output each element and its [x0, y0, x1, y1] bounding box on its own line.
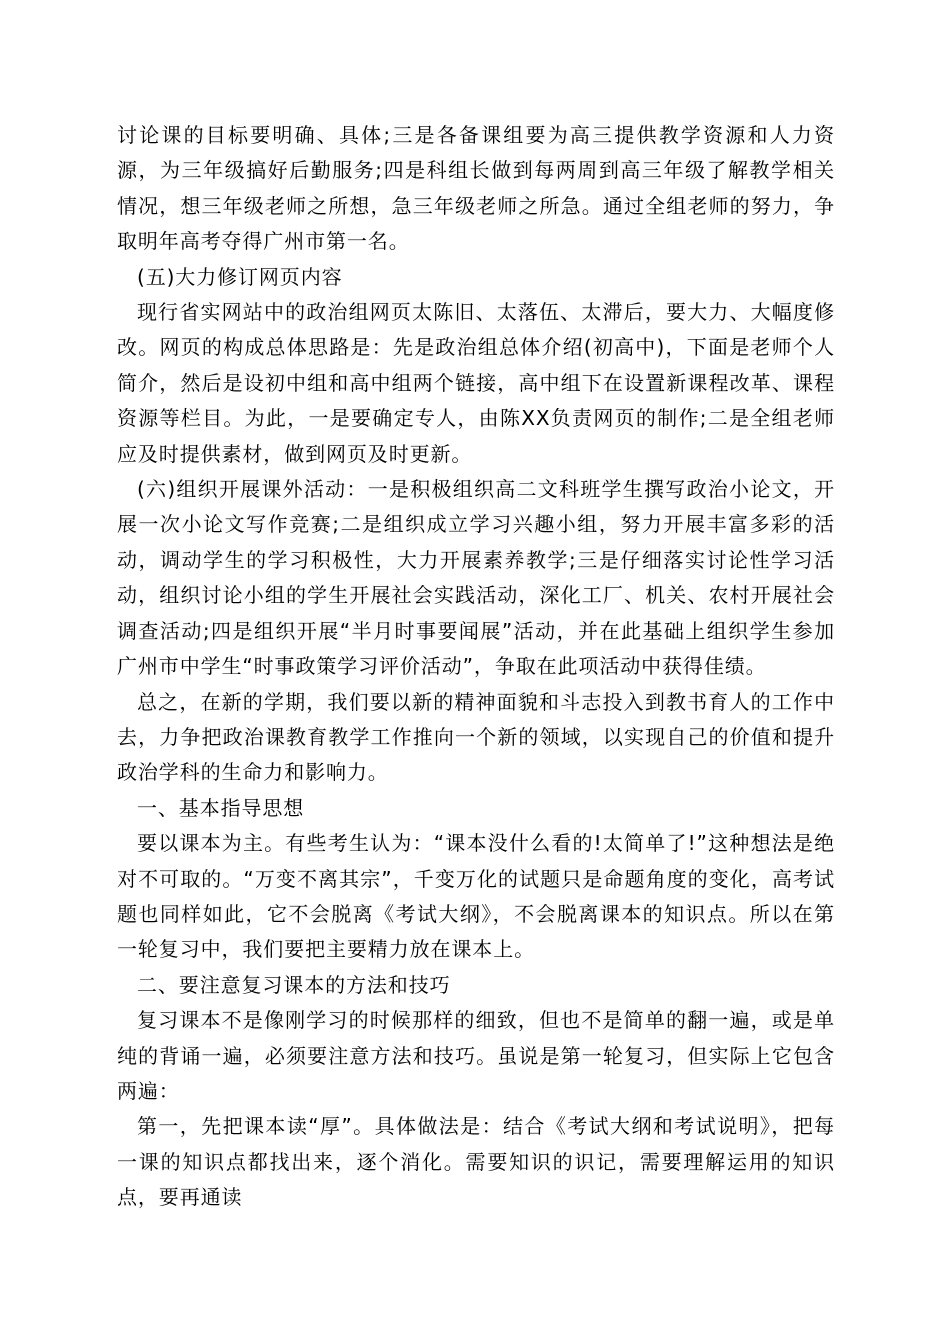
section-heading-5: (五)大力修订网页内容	[137, 264, 343, 289]
paragraph-review: 复习课本不是像刚学习的时候那样的细致，但也不是简单的翻一遍，或是单纯的背诵一遍，必须要注意方法和技巧。虽说是第一轮复习，但实际上它包含两遍：	[117, 1008, 835, 1103]
paragraph-activities: (六)组织开展课外活动：一是积极组织高二文科班学生撰写政治小论文，开展一次小论文写作竞赛;二是组织成立学习兴趣小组，努力开展丰富多彩的活动，调动学生的学习积极性，大力开展素养教学;三是仔细落实讨论性学习活动，组织讨论小组的学生开展社会实践活动，深化工厂、机关、农村开展社会调查活动;四是组织开展“半月时事要闻展”活动，并在此基础上组织学生参加广州市中学生“时事政策学习评价活动”，争取在此项活动中获得佳绩。	[117, 477, 835, 679]
paragraph-summary: 总之，在新的学期，我们要以新的精神面貌和斗志投入到教书育人的工作中去，力争把政治课教育教学工作推向一个新的领域，以实现自己的价值和提升政治学科的生命力和影响力。	[117, 689, 835, 785]
paragraph-textbook: 要以课本为主。有些考生认为：“课本没什么看的!太简单了!”这种想法是绝对不可取的。“万变不离其宗”，千变万化的试题只是命题角度的变化，高考试题也同样如此，它不会脱离《考试大纲》，不会脱离课本的知识点。所以在第一轮复习中，我们要把主要精力放在课本上。	[117, 831, 835, 962]
paragraph-continuation: 讨论课的目标要明确、具体;三是各备课组要为高三提供教学资源和人力资源，为三年级搞好后勤服务;四是科组长做到每两周到高三年级了解教学相关情况，想三年级老师之所想，急三年级老师之所急。通过全组老师的努力，争取明年高考夺得广州市第一名。	[117, 123, 835, 254]
section-heading-guiding-thought: 一、基本指导思想	[137, 795, 305, 820]
section-heading-review-methods: 二、要注意复习课本的方法和技巧	[137, 972, 451, 997]
document-page	[117, 118, 835, 1216]
paragraph-first-step: 第一，先把课本读“厚”。具体做法是：结合《考试大纲和考试说明》，把每一课的知识点都找出来，逐个消化。需要知识的识记，需要理解运用的知识点，要再通读	[117, 1114, 835, 1210]
paragraph-webpage: 现行省实网站中的政治组网页太陈旧、太落伍、太滞后，要大力、大幅度修改。网页的构成总体思路是：先是政治组总体介绍(初高中)，下面是老师个人简介，然后是设初中组和高中组两个链接，高中组下在设置新课程改革、课程资源等栏目。为此，一是要确定专人，由陈XX负责网页的制作;二是全组老师应及时提供素材，做到网页及时更新。	[117, 300, 835, 466]
